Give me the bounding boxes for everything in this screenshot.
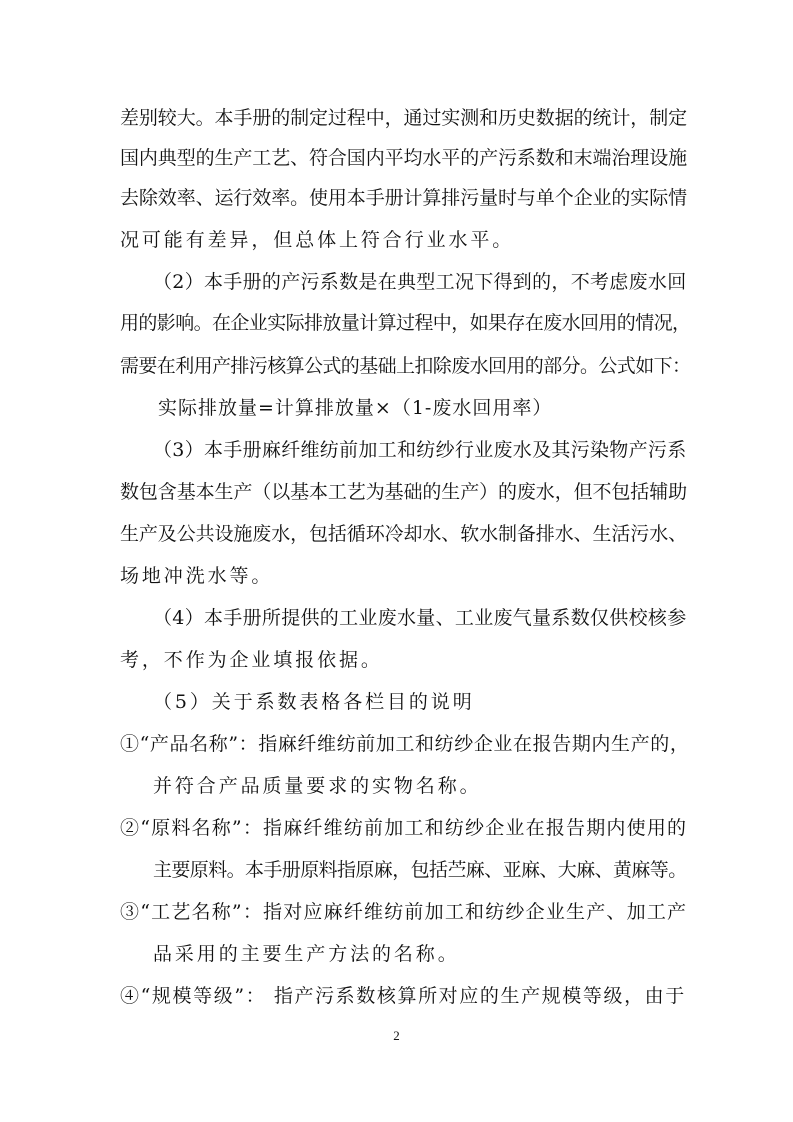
list-item-4: ④“规模等级”： 指产污系数核算所对应的生产规模等级，由于: [120, 985, 686, 1007]
paragraph-2-start: （2）本手册的产污系数是在典型工况下得到的，不考虑废水回: [153, 271, 687, 293]
list-item-3: ③“工艺名称”：指对应麻纤维纺前加工和纺纱企业生产、加工产: [120, 901, 688, 923]
text-line: 况可能有差异，但总体上符合行业水平。: [120, 229, 515, 251]
page-number: 2: [393, 1028, 400, 1043]
text-line: 场地冲洗水等。: [120, 565, 274, 587]
text-line: 用的影响。在企业实际排放量计算过程中，如果存在废水回用的情况，: [120, 312, 691, 334]
text-line: 国内典型的生产工艺、符合国内平均水平的产污系数和末端治理设施: [120, 147, 688, 169]
section-5-heading: （5）关于系数表格各栏目的说明: [153, 691, 475, 713]
text-line: 生产及公共设施废水，包括循环冷却水、软水制备排水、生活污水、: [120, 523, 688, 545]
formula-line: 实际排放量=计算排放量×（1-废水回用率）: [158, 397, 553, 419]
text-line: 需要在利用产排污核算公式的基础上扣除废水回用的部分。公式如下：: [120, 355, 691, 377]
text-line: 差别较大。本手册的制定过程中，通过实测和历史数据的统计，制定: [120, 107, 688, 129]
list-item-2: ②“原料名称”：指麻纤维纺前加工和纺纱企业在报告期内使用的: [120, 817, 688, 839]
text-line: 去除效率、运行效率。使用本手册计算排污量时与单个企业的实际情: [120, 187, 688, 209]
text-line: 数包含基本生产（以基本工艺为基础的生产）的废水，但不包括辅助: [120, 481, 688, 503]
list-item-1-cont: 并符合产品质量要求的实物名称。: [153, 775, 482, 797]
list-item-3-cont: 品采用的主要生产方法的名称。: [153, 943, 460, 965]
list-item-2-cont: 主要原料。本手册原料指原麻，包括苎麻、亚麻、大麻、黄麻等。: [153, 859, 687, 881]
text-line: 考，不作为企业填报依据。: [120, 649, 383, 671]
paragraph-3-start: （3）本手册麻纤维纺前加工和纺纱行业废水及其污染物产污系: [153, 439, 687, 461]
list-item-1: ①“产品名称”：指麻纤维纺前加工和纺纱企业在报告期内生产的，: [120, 733, 690, 755]
paragraph-4-start: （4）本手册所提供的工业废水量、工业废气量系数仅供校核参: [153, 607, 687, 629]
